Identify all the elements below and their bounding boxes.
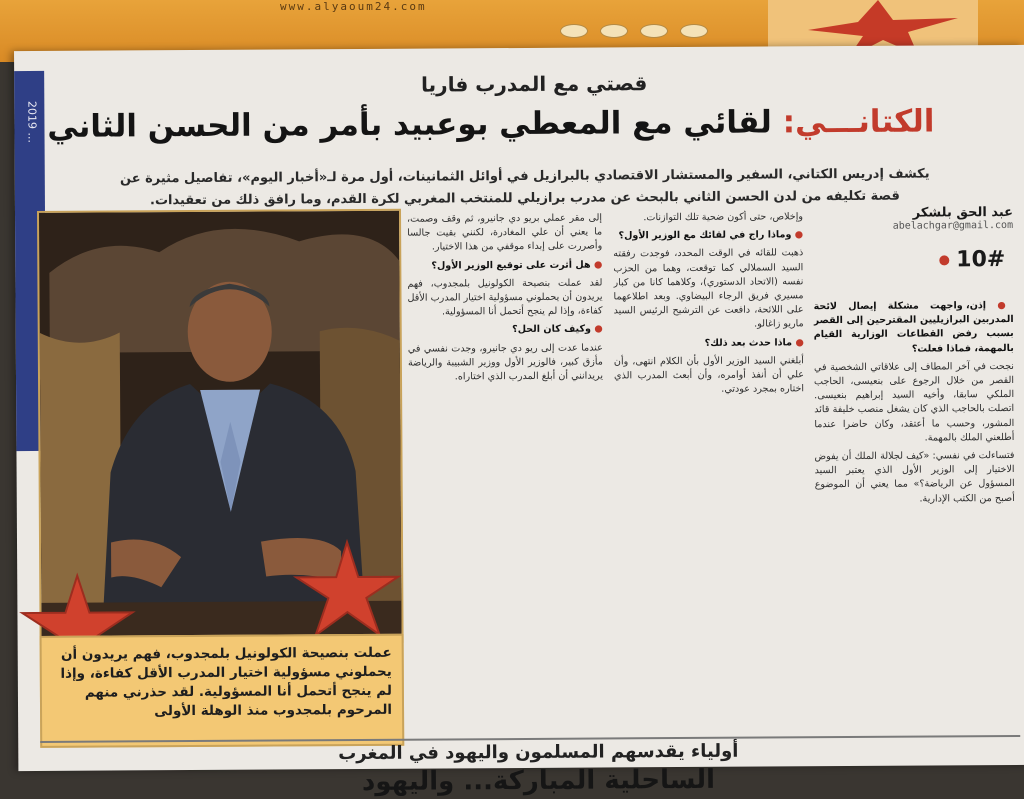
episode-number: 10#	[945, 247, 1005, 275]
interview-question: ● وماذا راج في لقائك مع الوزير الأول؟	[613, 228, 803, 243]
text-column-right	[814, 295, 1017, 726]
next-article-kicker: أولياء يقدسهم المسلمون واليهود في المغرب	[338, 740, 739, 765]
photo-caption: عملت بنصيحة الكولونيل بلمجدوب، فهم يريدون أن يحملوني مسؤولية اختيار المدرب الأقل كفاءة، وإذا لم ينجح أتحمل أنا المسؤولية. لقد حذرني منهم المرحوم بلمجدوب منذ الوهلة الأولى	[60, 644, 393, 720]
interview-question: ● وكيف كان الحل؟	[408, 323, 603, 338]
next-article-headline: الساحلية المباركة... واليهود	[361, 764, 716, 797]
interview-answer: وإخلاص، حتى أكون ضحية تلك التوازنات.	[643, 211, 804, 224]
byline	[813, 205, 1013, 246]
interview-answer: أبلغني السيد الوزير الأول بأن الكلام انتهى، وأن علي أن أنفذ أوامره، وأن أبعث المدرب الذي اختاره بمجرد عودتي.	[613, 355, 805, 396]
photo-caption-box	[40, 634, 405, 748]
banner-decoration	[560, 24, 720, 40]
text-column-middle	[613, 210, 806, 731]
interview-question: ● إذن، واجهت مشكلة إيصال لائحة المدربين البرازيليين المقترحين إلى القصر بسبب رفض القطاعات الوزارية القيام بالمهمة، فماذا فعلت؟	[814, 299, 1014, 357]
article-kicker: قصتي مع المدرب فاريا	[421, 71, 648, 97]
headline-name: الكتانـــي:	[782, 103, 935, 141]
article-lede: يكشف إدريس الكتاني، السفير والمستشار الاقتصادي بالبرازيل في أوائل الثمانينات، أول مرة لـ«أخبار اليوم»، تفاصيل مثيرة عن قصة تكليفه من لدن الحسن الثاني بالبحث عن مدرب برازيلي للمنتخب المغربي لكرة القدم، وما رافق ذلك من تعقيدات.	[119, 166, 930, 209]
interview-answer: لقد عملت بنصيحة الكولونيل بلمجدوب، فهم يريدون أن يحملوني مسؤولية اختيار المدرب الأقل كفاءة، وإذا لم ينجح أتحمل أنا المسؤولية.	[407, 277, 603, 318]
interview-answer: عندما عدت إلى ريو دي جانيرو، وجدت نفسي في مأزق كبير، فالوزير الأول ووزير الشبيبة والرياضة يريدانني أن أبلغ المدرب الذي اختاراه.	[407, 342, 604, 383]
starfish-icon	[292, 539, 403, 640]
interview-answer: فتساءلت في نفسي: «كيف لجلالة الملك أن يفوض الاختيار إلى الوزير الأول الذي يعتبر السيد المسؤول عن الرياضة؟» مما يعني أن الموضوع أصبح من الكتب الإدارية.	[814, 450, 1015, 505]
interview-question: ● هل أثرت على توقيع الوزير الأول؟	[407, 258, 602, 273]
author-email: abelachgar@gmail.com	[892, 219, 1014, 232]
website-url: www.alyaoum24.com	[280, 0, 427, 13]
text-column-left	[407, 211, 605, 732]
interview-answer: نجحت في آخر المطاف إلى علاقاتي الشخصية في القصر من خلال الرجوع على بنعيسى، الحاجب الملكي سابقا، وأخيه السيد إبراهيم بنعيسى. اتصلت بالحاجب الذي كان يشغل منصب خليفة قائد المشور، وحسب ما أعتقد، وكان حاضرا عندما أطلعني الملك بالمهمة.	[813, 360, 1015, 444]
side-strip: 2019 ...	[14, 71, 46, 451]
headline-rest: لقائي مع المعطي بوعبيد بأمر من الحسن الثاني	[47, 104, 783, 145]
author-name: عبد الحق بلشكر	[912, 204, 1014, 221]
article-headline	[47, 103, 935, 158]
interview-question: ● ماذا حدث بعد ذلك؟	[614, 336, 804, 351]
newspaper-page	[14, 45, 1024, 797]
interview-answer: إلى مقر عملي بريو دي جانيرو، ثم وقف وصمت، ما يعني أن علي المغادرة، لكنني بقيت جالسا وأصررت على إبداء موقفي من هذا الاختيار.	[407, 212, 603, 253]
interview-answer: ذهبت للقائه في الوقت المحدد، فوجدت رفقته السيد السملالي كما توقعت، وهما من الحزب نفسه (الاتحاد الدستوري)، وكلاهما كانا من كبار مسيري فريق الرجاء البيضاوي. وبعد اطلاعهما على اللائحة، دافعت عن الترشيح الرئيس السيد ماريو زاغالو.	[613, 247, 804, 330]
